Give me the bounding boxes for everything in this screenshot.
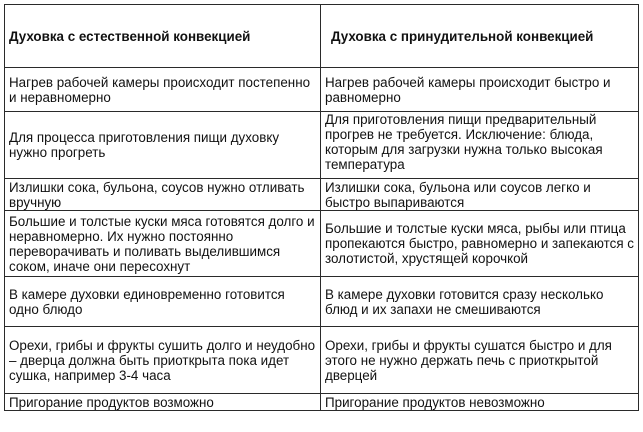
comparison-table bbox=[4, 4, 639, 411]
comparison-table-container bbox=[4, 4, 638, 411]
cell-natural: В камере духовки единовременно готовится одно блюдо bbox=[5, 277, 321, 327]
cell-forced: Орехи, грибы и фрукты сушатся быстро и для этого не нужно держать печь с приоткрытой дверцей bbox=[321, 327, 639, 394]
table-row bbox=[5, 211, 639, 277]
cell-natural: Большие и толстые куски мяса готовятся долго и неравномерно. Их нужно постоянно переворачивать и поливать выделившимся соком, иначе они пересохнут bbox=[5, 211, 321, 277]
table-row bbox=[5, 179, 639, 211]
table-row bbox=[5, 68, 639, 112]
cell-natural: Излишки сока, бульона, соусов нужно отливать вручную bbox=[5, 179, 321, 211]
table-row bbox=[5, 394, 639, 411]
header-natural-convection: Духовка с естественной конвекцией bbox=[5, 5, 321, 68]
table-row bbox=[5, 112, 639, 179]
cell-natural: Нагрев рабочей камеры происходит постепенно и неравномерно bbox=[5, 68, 321, 112]
cell-natural: Орехи, грибы и фрукты сушить долго и неудобно – дверца должна быть приоткрыта пока идет сушка, например 3-4 часа bbox=[5, 327, 321, 394]
header-forced-convection: Духовка с принудительной конвекцией bbox=[321, 5, 639, 68]
cell-natural: Пригорание продуктов возможно bbox=[5, 394, 321, 411]
cell-forced: Пригорание продуктов невозможно bbox=[321, 394, 639, 411]
table-header-row bbox=[5, 5, 639, 68]
cell-forced: Излишки сока, бульона или соусов легко и быстро выпариваются bbox=[321, 179, 639, 211]
cell-forced: Большие и толстые куски мяса, рыбы или птица пропекаются быстро, равномерно и запекаются с золотистой, хрустящей корочкой bbox=[321, 211, 639, 277]
cell-forced: В камере духовки готовится сразу несколько блюд и их запахи не смешиваются bbox=[321, 277, 639, 327]
cell-forced: Для приготовления пищи предварительный прогрев не требуется. Исключение: блюда, которым для загрузки нужна только высокая температура bbox=[321, 112, 639, 179]
cell-forced: Нагрев рабочей камеры происходит быстро и равномерно bbox=[321, 68, 639, 112]
cell-natural: Для процесса приготовления пищи духовку нужно прогреть bbox=[5, 112, 321, 179]
table-row bbox=[5, 327, 639, 394]
table-row bbox=[5, 277, 639, 327]
